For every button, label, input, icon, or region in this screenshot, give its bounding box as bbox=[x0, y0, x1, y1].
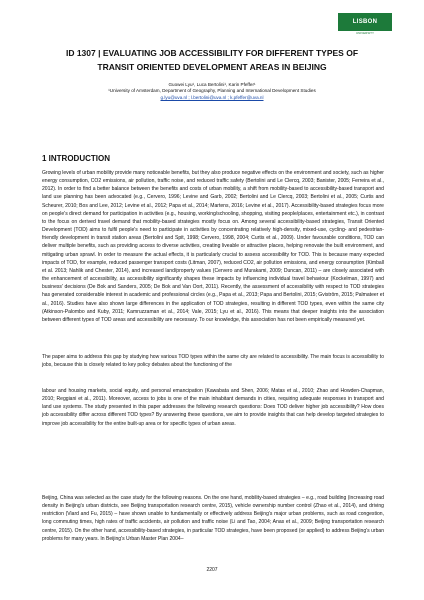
author-emails[interactable]: g.lyu@uva.nl ; l.bertolini@uva.nl ; k.pfeffer@uva.nl bbox=[160, 94, 264, 100]
author-affiliation: ¹University of Amsterdam, Department of Geography, Planning and International Development Studies bbox=[108, 88, 316, 94]
paper-title-line-2: TRANSIT ORIENTED DEVELOPMENT AREAS IN BEIJING bbox=[97, 62, 327, 72]
page-number: 2207 bbox=[206, 567, 218, 573]
paper-title bbox=[60, 46, 364, 74]
author-block bbox=[40, 82, 384, 101]
paragraph: The paper aims to address this gap by studying how various TOD types within the same city are related to accessibility. The main focus is accessibility to jobs, because this is closely related to key policy debates about the functioning of the bbox=[42, 354, 384, 369]
conference-logo: LISBON bbox=[338, 13, 392, 31]
paragraph: Growing levels of urban mobility provide many noticeable benefits, but they also produce negative effects on the environment and society, such as higher energy consumption, CO2 emissions, air pollution, traffic noise, and reduced traffic safety (Bertolini and Le Clercq, 2003; Banister, 2005; Ferreira et al., 2012). In order to find a better balance between the benefits and costs of urban mobility, a shift from mobility-based to accessibility-based transport and land use planning has been advocated (e.g., Cervero, 1996; Levine and Garb, 2002; Bertolini and Le Clercq, 2003; Bertolini et al., 2005; Curtis and Scheurer, 2010; Bos and Lee, 2012; Levine et al., 2012; Papa et al., 2014; Martens, 2016; Levine et al., 2017). Accessibility-based strategies focus more on people's direct demand for participation in activities (e.g., housing, working/schooling, shopping, visiting people/places, entertainment etc.), in contrast to the focus on derived travel demand that mobility-based strategies mostly focus on. Among several accessibility-based strategies, Transit Oriented Development (TOD) aims to fulfil people's need to participate in activities by concentrating relatively high-density, mixed-use, cycling- and pedestrian-friendly development in transit station areas (Bertolini and Spit, 1998; Cervero, 1998, 2004; Curtis et al., 2009). Under favourable conditions, TOD can deliver multiple benefits, such as providing access to diverse activities, creating liveable or attractive places, helping renovate the built environment, and mitigating urban sprawl. In order to measure the actual effects, it is particularly crucial to assess accessibility for TOD. This is because many expected impacts of TOD, for example, reduced passenger transport costs (Litman, 2007), reduced CO2, air pollution emissions, and energy consumption (Kimball et al. 2013; Nahlik and Chester, 2014), and increased land/property values (Cervero and Murakami, 2009; Duncan, 2011) – are closely associated with the enhancement of accessibility, as accessibility significantly shapes these impacts by influencing individual travel behaviour (Kockelman, 1997) and business' decisions (De Bok and Sanders, 2005; De Bok and Van Oort, 2011). Recently, the assessment of accessibility with respect to TOD strategies has generated considerable interest in academic and professional circles (e.g., Papa et al., 2013; Papa and Bertolini, 2015; Gvistrōm, 2015; Palmateer et al., 2016). Studies have also shown large differences in the application of TOD strategies, resulting in different TOD types, even within the same city (Atkinson-Palombo and Kuby, 2011; Kamruzzaman et al., 2014; Vale, 2015; Lyu et al., 2016). This means that deeper insights into the association between different types of TOD areas and accessibility are necessary. To our knowledge, this association has not been empirically measured yet. bbox=[42, 170, 384, 323]
conference-logo-subtitle: UNIVERSITY bbox=[355, 31, 374, 35]
paragraph: labour and housing markets, social equity, and personal emancipation (Kawabata and Shen, 2006; Matas et al., 2010; Zhao and Howden-Chapman, 2010; Reggiani et al., 2011). Moreover, access to jobs is one of the main inhabitant demands in cities, requiring adequate responses in transport and land use systems. The study presented in this paper addresses the following research questions: Does TOD deliver higher job accessibility? How does job accessibility differ across different TOD types? By answering these questions, we aim to provide insights that can help develop targeted strategies to improve job accessibility for the entire built-up area or for specific types of urban areas. bbox=[42, 388, 384, 427]
paper-title-line-1: ID 1307 | EVALUATING JOB ACCESSIBILITY FOR DIFFERENT TYPES OF bbox=[65, 48, 359, 58]
paragraph: Beijing, China was selected as the case study for the following reasons. On the one hand, mobility-based strategies – e.g., road building (increasing road density in Beijing's urban districts, see Beijing transportation research centre, 2015), vehicle ownership number control (Zhao et al., 2014), and driving restriction (Viard and Fu, 2015) – have shown unable to fundamentally or effectively address Beijing's major urban problems, such as road congestion, long commuting times, high rates of traffic accidents, air pollution and traffic noise (Li and Tao, 2004; Anas et al., 2009; Beijing transportation research centre, 2015). On the other hand, accessibility-based strategies, in particular TOD strategies, have been proposed (or applied) to address Beijing's urban problems for many years. In Beijing's Urban Master Plan 2004– bbox=[42, 495, 384, 542]
author-names: Guowei Lyu¹, Luca Bertolini¹, Karin Pfeffer¹ bbox=[168, 82, 256, 87]
section-heading-introduction: 1 INTRODUCTION bbox=[42, 154, 110, 163]
